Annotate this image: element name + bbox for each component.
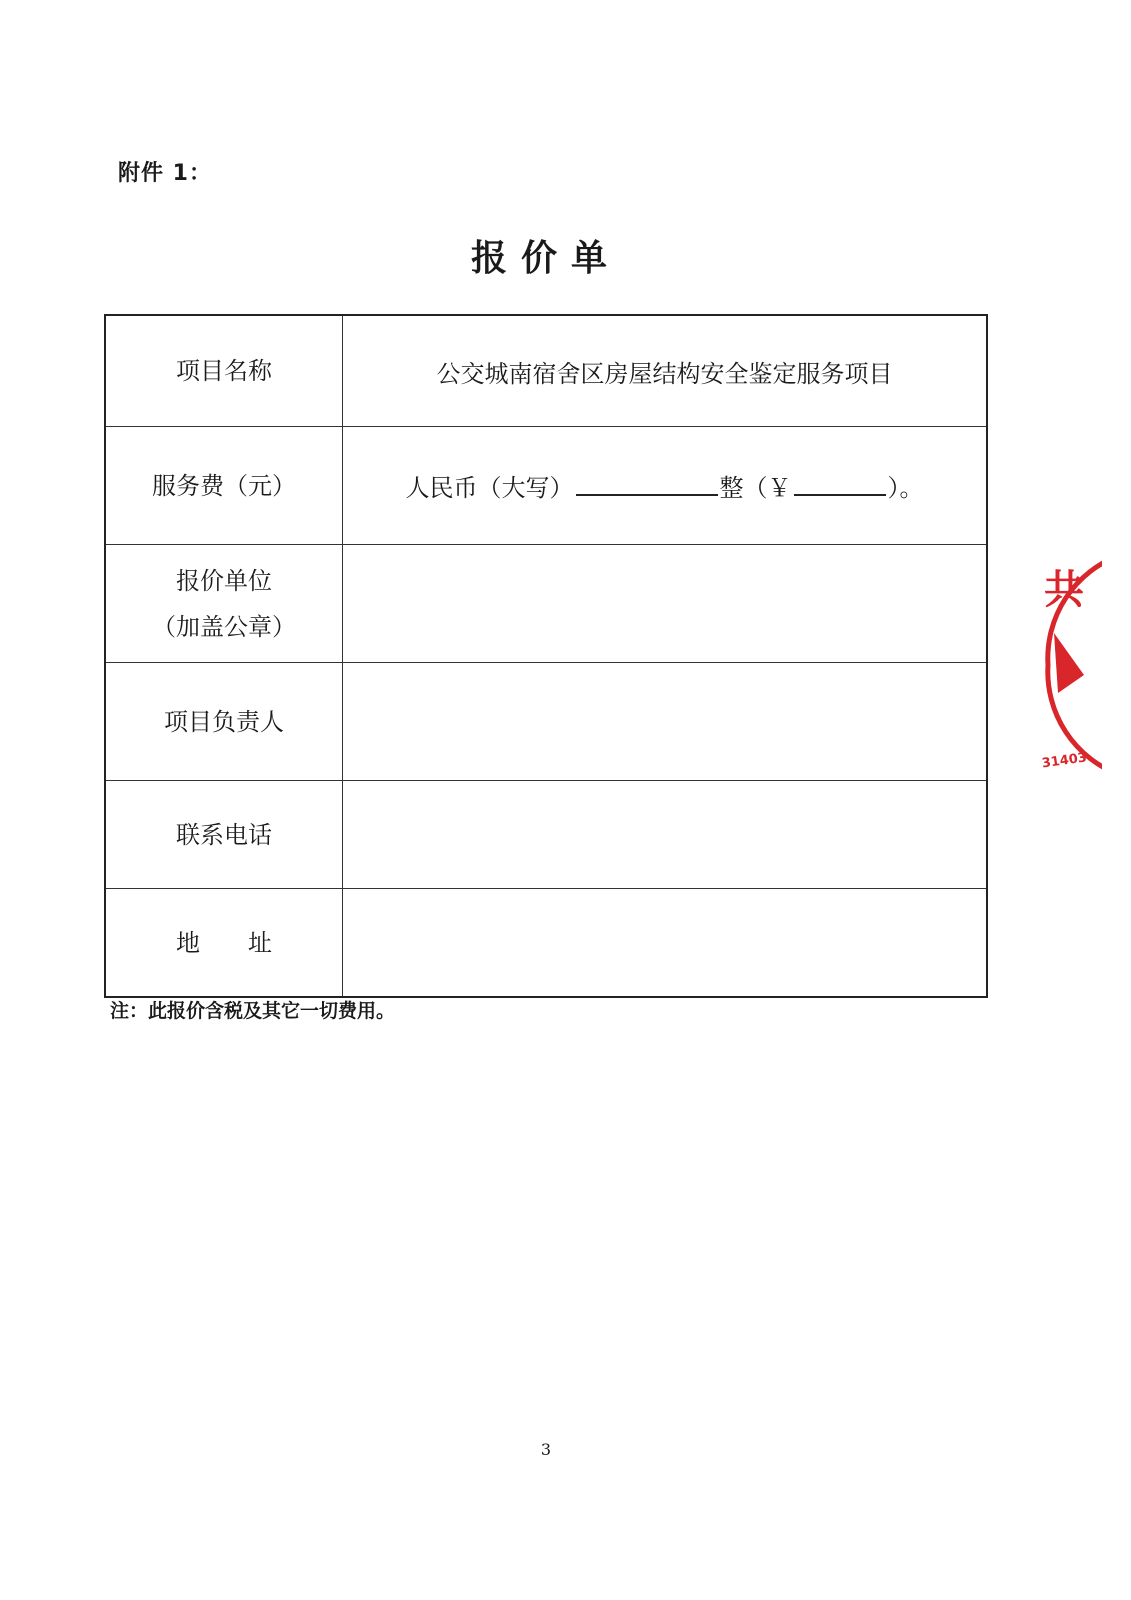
seal-number: 31403 [1040,750,1088,772]
project-name-label: 项目名称 [105,315,343,427]
phone-value[interactable] [343,781,988,889]
table-row [105,315,987,427]
amount-in-words-blank[interactable] [576,472,718,496]
quoting-unit-label-line1: 报价单位 [176,566,272,595]
document-title: 报价单 [470,238,621,279]
project-name-value: 公交城南宿舍区房屋结构安全鉴定服务项目 [343,315,988,427]
service-fee-value [343,427,988,545]
project-leader-label: 项目负责人 [105,663,343,781]
table-row [105,427,987,545]
table-row [105,781,987,889]
footnote: 注：此报价含税及其它一切费用。 [110,1000,396,1022]
project-leader-value[interactable] [343,663,988,781]
address-label: 地 址 [105,889,343,998]
seal-text: 共 [1044,567,1084,613]
page-number: 3 [540,1440,552,1459]
fee-suffix-text: ）。 [887,474,924,502]
table-row [105,889,987,998]
amount-in-figures-blank[interactable] [794,472,886,496]
quoting-unit-label-line2: （加盖公章） [152,612,296,641]
phone-label: 联系电话 [105,781,343,889]
address-value[interactable] [343,889,988,998]
official-seal-icon [1040,545,1102,789]
table-row [105,545,987,663]
quoting-unit-value[interactable] [343,545,988,663]
service-fee-label: 服务费（元） [105,427,343,545]
table-row [105,663,987,781]
fee-middle-text: 整（￥ [719,474,792,502]
fee-prefix-text: 人民币（大写） [405,474,574,502]
quoting-unit-label [105,545,343,663]
attachment-label: 附件 1： [118,161,212,186]
quotation-table [104,314,988,998]
